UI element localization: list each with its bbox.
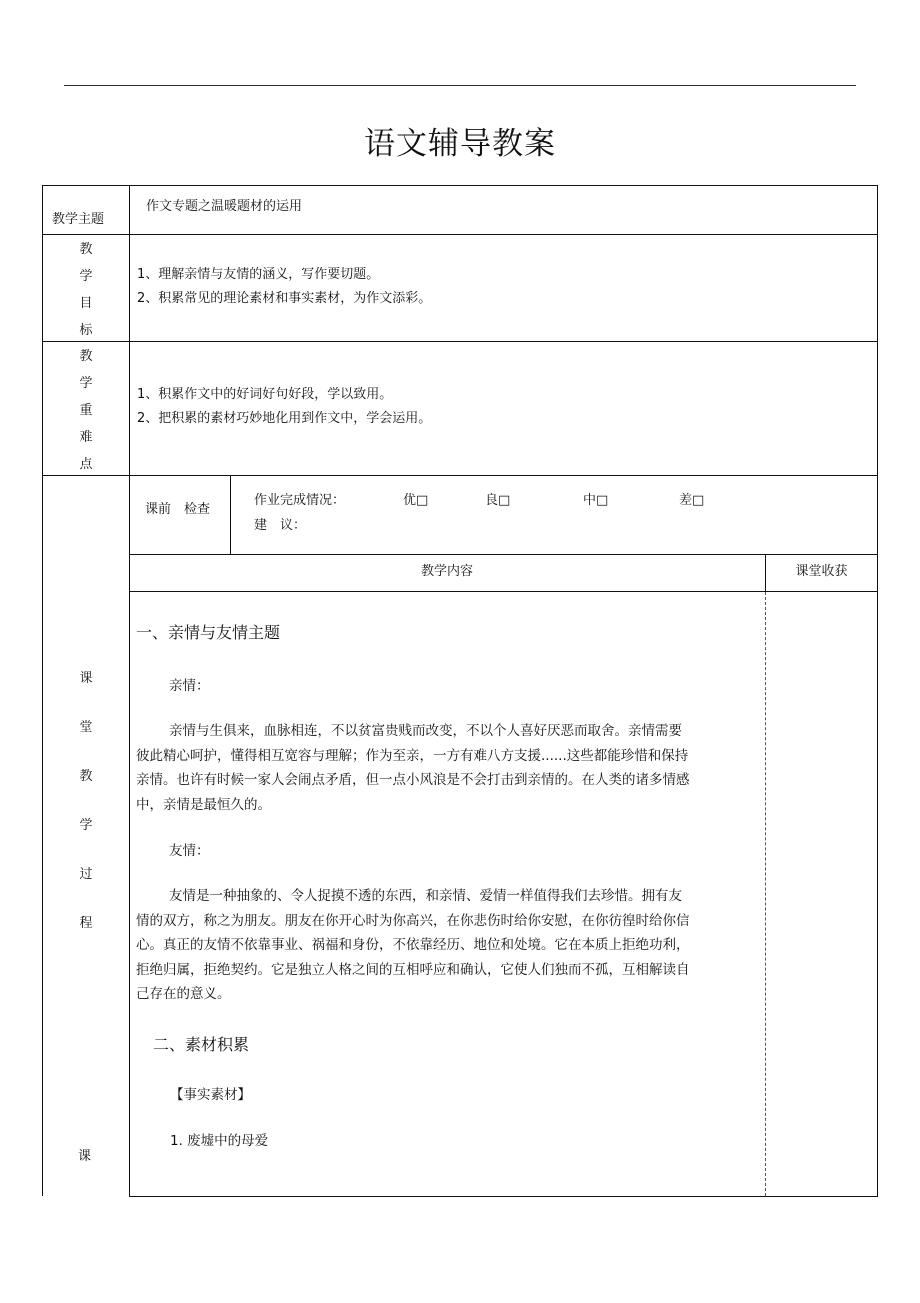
header-rule [64, 85, 856, 86]
objective-item: 1、理解亲情与友情的涵义，写作要切题。 [137, 267, 380, 282]
grade-poor: 差□ [679, 493, 705, 508]
table-border-top [42, 185, 878, 186]
section1-heading: 一、亲情与友情主题 [136, 623, 281, 642]
gain-column-dashed [765, 592, 766, 1196]
objectives-label-char: 教 [79, 242, 93, 257]
process-label-char: 教 [79, 769, 93, 784]
objectives-label-char: 学 [79, 269, 93, 284]
keypoints-label-char: 教 [79, 349, 93, 364]
process-label-char: 课 [79, 671, 93, 686]
process-label-char: 程 [79, 916, 93, 931]
topic-label: 教学主题 [52, 212, 105, 227]
keypoint-item: 2、把积累的素材巧妙地化用到作文中，学会运用。 [137, 411, 432, 426]
friend-label: 友情： [169, 843, 210, 859]
family-label: 亲情： [169, 678, 210, 694]
objective-item: 2、积累常见的理论素材和事实素材，为作文添彩。 [137, 291, 432, 306]
grade-excellent: 优□ [403, 493, 429, 508]
process-label [43, 665, 129, 935]
row-divider-objectives [42, 341, 878, 342]
grade-average: 中□ [583, 493, 609, 508]
document-title: 语文辅导教案 [364, 126, 556, 162]
homework-label: 作业完成情况： [254, 493, 346, 508]
process-label-char: 学 [79, 818, 93, 833]
precheck-divider [230, 475, 231, 555]
table-border-right [877, 185, 878, 1197]
objectives-label-char: 标 [79, 323, 93, 338]
next-section-label-char: 课 [78, 1149, 92, 1164]
section2-heading: 二、素材积累 [153, 1035, 250, 1054]
objectives-label [43, 236, 129, 340]
row-divider-topic [42, 234, 878, 235]
grade-good: 良□ [485, 493, 511, 508]
friend-paragraph: 友情是一种抽象的、令人捉摸不透的东西，和亲情、爱情一样值得我们去珍惜。拥有友情的双方，称之为朋友。朋友在你开心时为你高兴，在你悲伤时给你安慰，在你彷徨时给你信心。真正的友情不依靠事业、祸福和身份，不依靠经历、地位和处境。它在本质上拒绝功利，拒绝归属，拒绝契约。它是独立人格之间的互相呼应和确认，它使人们独而不孤，互相解读自己存在的意义。 [136, 888, 690, 1002]
content-header: 教学内容 [420, 564, 473, 579]
gain-header: 课堂收获 [795, 564, 848, 579]
keypoints-label [43, 343, 129, 474]
process-label-char: 堂 [79, 720, 93, 735]
keypoints-label-char: 难 [79, 430, 93, 445]
topic-value: 作文专题之温暖题材的运用 [146, 199, 303, 214]
fact-material-label: 【事实素材】 [170, 1087, 251, 1103]
row-divider-keypoints [42, 475, 878, 476]
objectives-label-char: 目 [79, 296, 93, 311]
suggestion-label: 建 议： [254, 518, 307, 533]
keypoints-label-char: 点 [79, 457, 93, 472]
keypoint-item: 1、积累作文中的好词好句好段，学以致用。 [137, 387, 393, 402]
keypoints-label-char: 学 [79, 376, 93, 391]
label-column-divider [129, 185, 130, 1197]
table-border-bottom [129, 1196, 878, 1197]
family-paragraph: 亲情与生俱来，血脉相连，不以贫富贵贱而改变，不以个人喜好厌恶而取舍。亲情需要彼此精心呵护，懂得相互宽容与理解；作为至亲，一方有难八方支援......这些都能珍惜和保持亲情。也许有时候一家人会闹点矛盾，但一点小风浪是不会打击到亲情的。在人类的诸多情感中，亲情是最恒久的。 [136, 723, 690, 813]
process-label-char: 过 [79, 867, 93, 882]
keypoints-label-char: 重 [79, 403, 93, 418]
precheck-label: 课前 检查 [145, 502, 211, 517]
material-item: 1. 废墟中的母爱 [170, 1133, 269, 1149]
